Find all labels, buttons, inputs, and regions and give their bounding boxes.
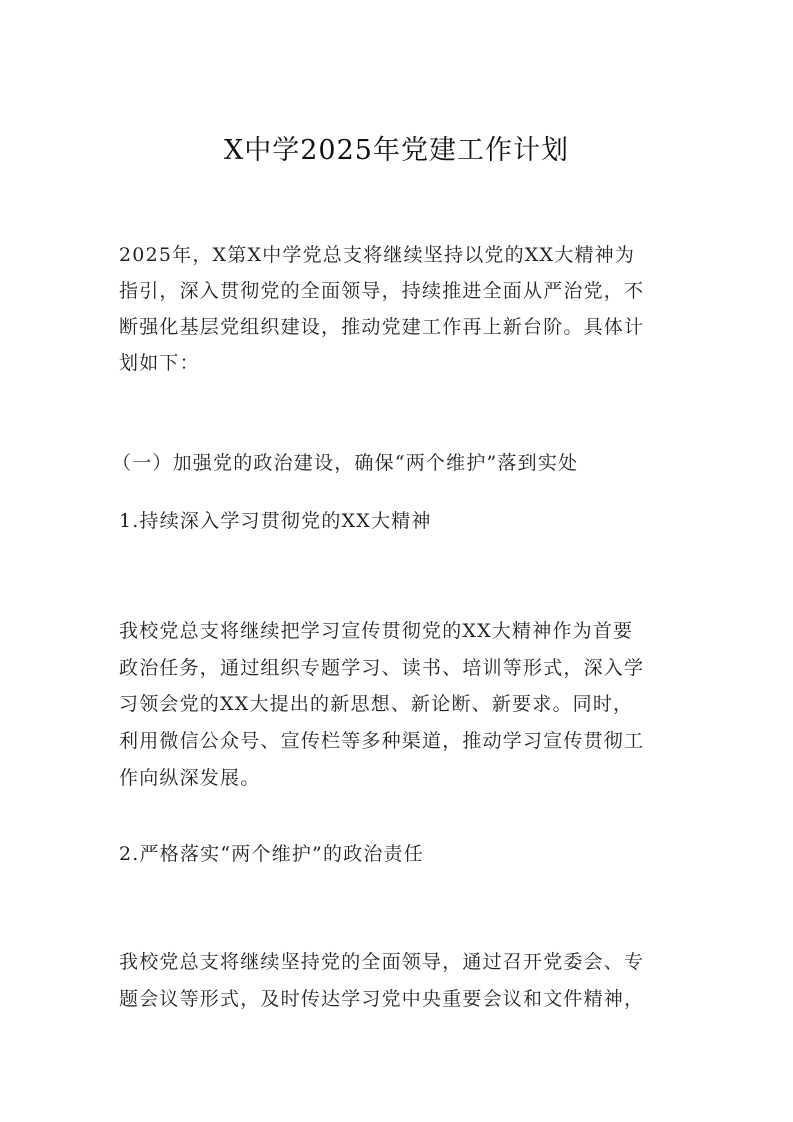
- paragraph-line: 作向纵深发展。: [119, 767, 261, 789]
- paragraph-line: 题会议等形式，及时传达学习党中央重要会议和文件精神，: [119, 988, 645, 1010]
- paragraph-line: 我校党总支将继续把学习宣传贯彻党的XX大精神作为首要: [119, 620, 634, 642]
- paragraph-line: 利用微信公众号、宣传栏等多种渠道，推动学习宣传贯彻工: [119, 730, 645, 752]
- section-heading: （一）加强党的政治建设，确保“两个维护”落到实处: [112, 452, 579, 474]
- intro-line: 2025年，X第X中学党总支将继续坚持以党的XX大精神为: [119, 244, 636, 266]
- intro-line: 指引，深入贯彻党的全面领导，持续推进全面从严治党，不: [119, 280, 645, 302]
- intro-line: 断强化基层党组织建设，推动党建工作再上新台阶。具体计: [119, 316, 645, 338]
- item-heading: 2.严格落实“两个维护”的政治责任: [119, 843, 424, 865]
- paragraph-line: 我校党总支将继续坚持党的全面领导，通过召开党委会、专: [119, 951, 645, 973]
- item-heading: 1.持续深入学习贯彻党的XX大精神: [119, 510, 432, 532]
- intro-line: 划如下：: [119, 352, 200, 374]
- paragraph-line: 政治任务，通过组织专题学习、读书、培训等形式，深入学: [119, 657, 645, 679]
- document-title: X中学2025年党建工作计划: [224, 135, 569, 166]
- paragraph-line: 习领会党的XX大提出的新思想、新论断、新要求。同时，: [119, 693, 634, 715]
